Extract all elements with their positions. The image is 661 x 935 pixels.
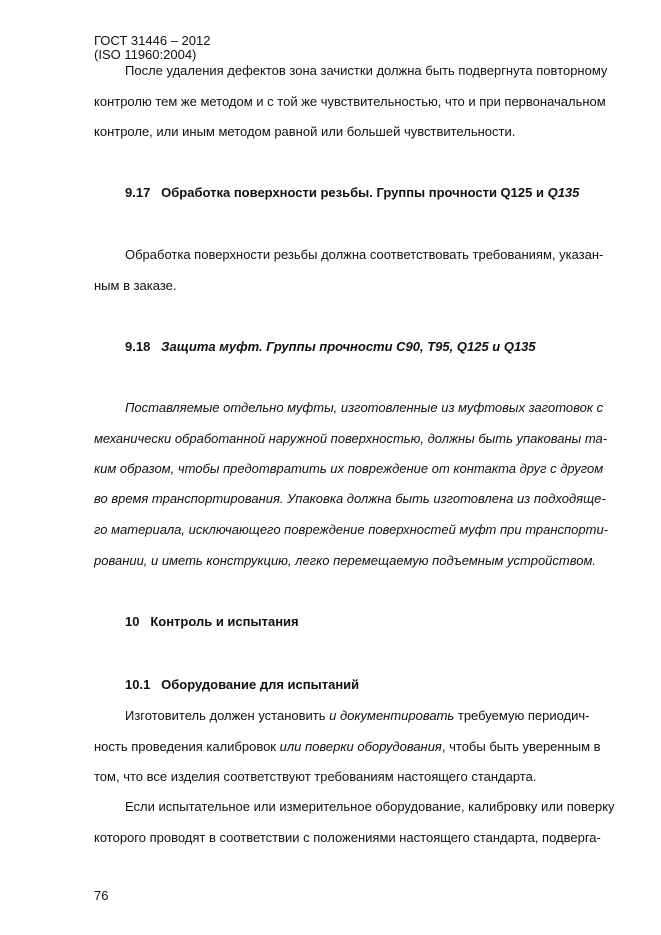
text-run-italic: и документировать [329,708,455,723]
section-number: 9.18 [125,339,151,354]
intro-line-3: контроле, или иным методом равной или большей чувствительности. [94,124,516,139]
section-title: Защита муфт. Группы прочности C90, T95, Q125 и Q135 [161,339,536,354]
section-title: Оборудование для испытаний [161,677,360,692]
s918-line-2: механически обработанной наружной поверхностью, должны быть упакованы та- [94,431,608,446]
s917-line-1: Обработка поверхности резьбы должна соответствовать требованиям, указан- [125,247,604,262]
s918-line-5: го материала, исключающего повреждение поверхностей муфт при транспорти- [94,522,609,537]
text-run: ность проведения калибровок [94,739,280,754]
section-10-heading [125,614,299,630]
s101-line-5: которого проводят в соответствии с положениями настоящего стандарта, подверга- [94,830,601,845]
section-10-1-heading [125,677,359,693]
intro-line-2: контролю тем же методом и с той же чувствительностью, что и при первоначальном [94,94,606,109]
intro-line-1: После удаления дефектов зона зачистки должна быть подвергнута повторному [125,63,608,78]
s918-line-1: Поставляемые отдельно муфты, изготовленные из муфтовых заготовок с [125,400,604,415]
section-title-italic: Q135 [547,185,580,200]
section-number: 10.1 [125,677,151,692]
s918-line-6: ровании, и иметь конструкцию, легко перемещаемую подъемным устройством. [94,553,596,568]
text-run: Изготовитель должен установить [125,708,330,723]
section-number: 9.17 [125,185,151,200]
text-run: , чтобы быть уверенным в [441,739,601,754]
section-number: 10 [125,614,140,629]
section-title: Обработка поверхности резьбы. Группы прочности Q125 и [161,185,548,200]
standard-code: ГОСТ 31446 – 2012 [94,33,211,48]
s101-line-4: Если испытательное или измерительное оборудование, калибровку или поверку [125,799,615,814]
section-9-18-heading [125,339,536,355]
s917-line-2: ным в заказе. [94,278,177,293]
s101-line-3: том, что все изделия соответствуют требованиям настоящего стандарта. [94,769,537,784]
page-number: 76 [94,888,109,903]
s101-line-2 [94,739,601,755]
s918-line-3: ким образом, чтобы предотвратить их повреждение от контакта друг с другом [94,461,604,476]
s101-line-1 [125,708,589,724]
section-9-17-heading [125,185,579,201]
section-title: Контроль и испытания [150,614,299,629]
text-run-italic: или поверки оборудования [279,739,442,754]
s918-line-4: во время транспортирования. Упаковка должна быть изготовлена из подходяще- [94,491,606,506]
text-run: требуемую периодич- [454,708,590,723]
iso-reference: (ISO 11960:2004) [94,47,197,62]
